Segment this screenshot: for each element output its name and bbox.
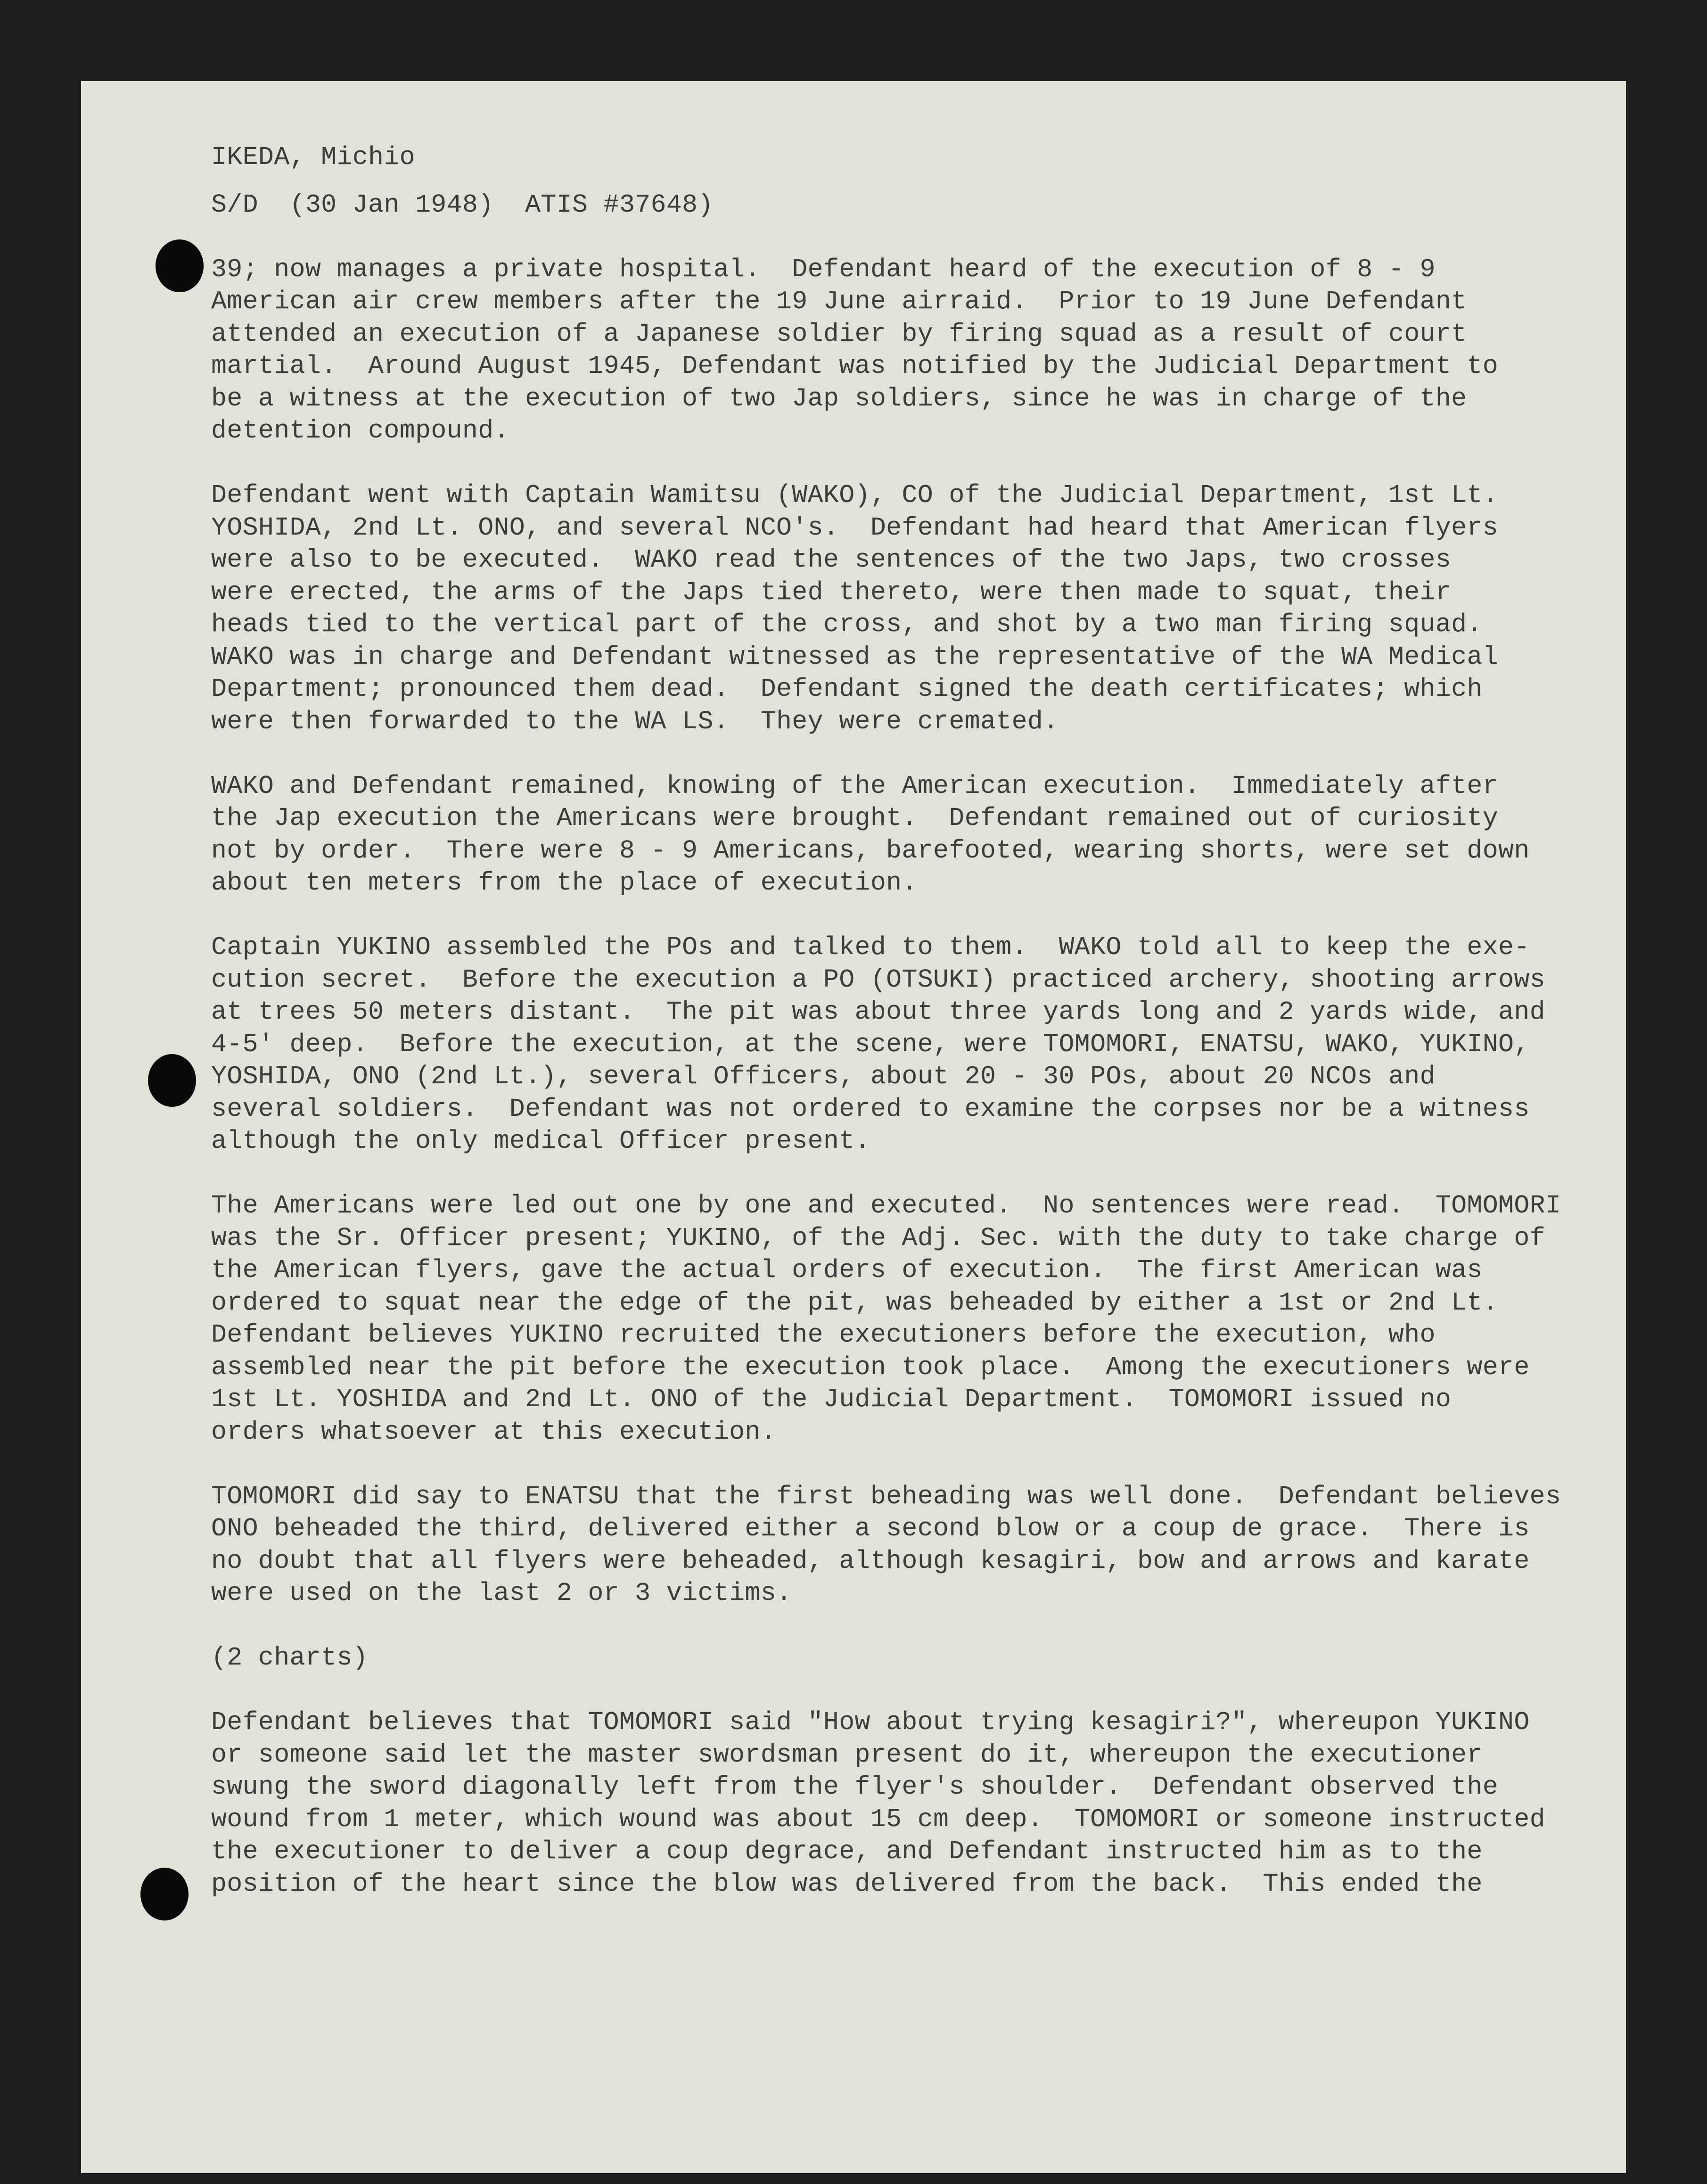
paragraph-7 [211,1642,1606,1674]
punch-hole-middle [148,1054,196,1107]
text-line: heads tied to the vertical part of the cross, and shot by a two man firing squad. [211,610,1483,639]
subject-name: IKEDA, Michio [211,142,415,172]
paragraph-2 [211,479,1606,738]
text-line: the Jap execution the Americans were brought. Defendant remained out of curiosity [211,803,1499,833]
text-line: several soldiers. Defendant was not ordered to examine the corpses nor be a witness [211,1094,1530,1124]
text-line: The Americans were led out one by one and executed. No sentences were read. TOMOMORI [211,1191,1561,1220]
text-line: Defendant went with Captain Wamitsu (WAKO), CO of the Judicial Department, 1st Lt. [211,480,1499,510]
text-line: no doubt that all flyers were beheaded, although kesagiri, bow and arrows and karate [211,1546,1530,1576]
paragraph-6 [211,1481,1606,1610]
text-line: swung the sword diagonally left from the flyer's shoulder. Defendant observed the [211,1772,1499,1802]
paragraph-5 [211,1190,1606,1448]
text-line: (2 charts) [211,1643,369,1673]
text-line: martial. Around August 1945, Defendant was notified by the Judicial Department to [211,351,1499,381]
text-line: ONO beheaded the third, delivered either a second blow or a coup de grace. There is [211,1514,1530,1543]
text-line: Defendant believes that TOMOMORI said "How about trying kesagiri?", whereupon YUKINO [211,1707,1530,1737]
text-line: WAKO and Defendant remained, knowing of the American execution. Immediately after [211,771,1499,801]
text-line: assembled near the pit before the execution took place. Among the executioners were [211,1352,1530,1382]
text-line: 39; now manages a private hospital. Defendant heard of the execution of 8 - 9 [211,254,1436,284]
text-line: the executioner to deliver a coup degrace, and Defendant instructed him as to the [211,1837,1483,1866]
text-line: Department; pronounced them dead. Defendant signed the death certificates; which [211,674,1483,704]
text-line: 1st Lt. YOSHIDA and 2nd Lt. ONO of the Judicial Department. TOMOMORI issued no [211,1385,1452,1414]
text-line: WAKO was in charge and Defendant witnessed as the representative of the WA Medical [211,642,1499,672]
text-line: attended an execution of a Japanese soldier by firing squad as a result of court [211,319,1467,349]
document-reference: S/D (30 Jan 1948) ATIS #37648) [211,190,714,220]
punch-hole-top [156,239,204,292]
text-line: at trees 50 meters distant. The pit was about three yards long and 2 yards wide, and [211,997,1545,1027]
text-line: American air crew members after the 19 June airraid. Prior to 19 June Defendant [211,287,1467,316]
text-line: ordered to squat near the edge of the pit, was beheaded by either a 1st or 2nd Lt. [211,1287,1499,1318]
text-line: although the only medical Officer present. [211,1126,870,1156]
text-line: wound from 1 meter, which wound was about 15 cm deep. TOMOMORI or someone instructed [211,1804,1545,1834]
text-line: Captain YUKINO assembled the POs and talked to them. WAKO told all to keep the exe- [211,932,1530,962]
text-line: were also to be executed. WAKO read the sentences of the two Japs, two crosses [211,545,1452,575]
text-line: not by order. There were 8 - 9 Americans, barefooted, wearing shorts, were set down [211,835,1530,865]
text-line: YOSHIDA, ONO (2nd Lt.), several Officers, about 20 - 30 POs, about 20 NCOs and [211,1062,1436,1091]
text-line: were then forwarded to the WA LS. They were cremated. [211,706,1059,736]
document-text [211,141,1606,1933]
text-line: YOSHIDA, 2nd Lt. ONO, and several NCO's. Defendant had heard that American flyers [211,512,1499,543]
text-line: about ten meters from the place of execution. [211,868,918,898]
text-line: orders whatsoever at this execution. [211,1417,776,1447]
text-line: was the Sr. Officer present; YUKINO, of the Adj. Sec. with the duty to take charge of [211,1223,1545,1253]
text-line: or someone said let the master swordsman present do it, whereupon the executioner [211,1739,1483,1770]
text-line: be a witness at the execution of two Jap soldiers, since he was in charge of the [211,383,1467,413]
text-line: Defendant believes YUKINO recruited the executioners before the execution, who [211,1320,1436,1350]
text-line: were used on the last 2 or 3 victims. [211,1578,792,1608]
text-line: detention compound. [211,416,509,445]
paragraph-4 [211,931,1606,1158]
text-line: position of the heart since the blow was delivered from the back. This ended the [211,1869,1483,1899]
paragraph-3 [211,770,1606,899]
text-line: the American flyers, gave the actual orders of execution. The first American was [211,1255,1483,1285]
text-line: were erected, the arms of the Japs tied thereto, were then made to squat, their [211,577,1452,607]
paragraph-8 [211,1706,1606,1900]
text-line: cution secret. Before the execution a PO (OTSUKI) practiced archery, shooting arrows [211,964,1545,995]
text-line: TOMOMORI did say to ENATSU that the first beheading was well done. Defendant believes [211,1481,1561,1511]
text-line: 4-5' deep. Before the execution, at the scene, were TOMOMORI, ENATSU, WAKO, YUKINO, [211,1029,1530,1059]
punch-hole-bottom [140,1868,189,1920]
paragraph-1 [211,254,1606,447]
